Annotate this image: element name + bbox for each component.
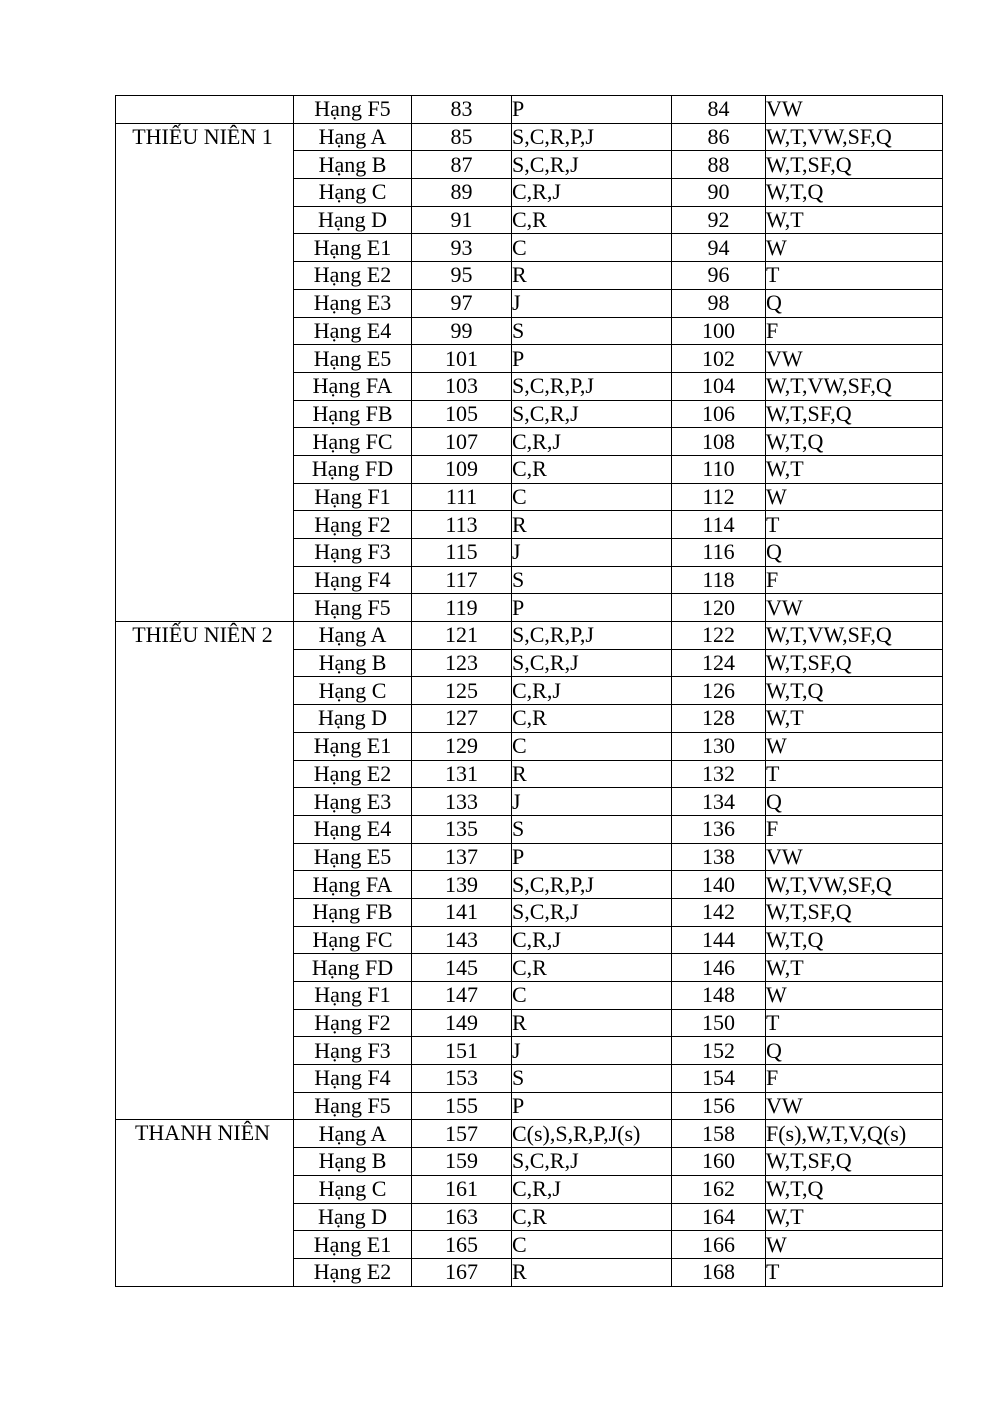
events-cell: P [512, 345, 672, 373]
events-cell: C,R,J [512, 677, 672, 705]
rank-cell: Hạng F4 [294, 566, 412, 594]
rank-cell: Hạng FD [294, 954, 412, 982]
events-cell: W,T [766, 1203, 943, 1231]
events-cell: R [512, 511, 672, 539]
rank-cell: Hạng FA [294, 372, 412, 400]
code-cell: 163 [412, 1203, 512, 1231]
code-cell: 116 [672, 539, 766, 567]
events-cell: C [512, 1231, 672, 1259]
code-cell: 132 [672, 760, 766, 788]
code-cell: 159 [412, 1148, 512, 1176]
code-cell: 113 [412, 511, 512, 539]
ranking-table-body [116, 96, 943, 1287]
events-cell: W,T,SF,Q [766, 649, 943, 677]
code-cell: 92 [672, 206, 766, 234]
events-cell: W,T [766, 206, 943, 234]
events-cell: Q [766, 788, 943, 816]
code-cell: 118 [672, 566, 766, 594]
events-cell: W,T,VW,SF,Q [766, 372, 943, 400]
events-cell: W [766, 234, 943, 262]
events-cell: Q [766, 1037, 943, 1065]
rank-cell: Hạng E4 [294, 317, 412, 345]
rank-cell: Hạng A [294, 123, 412, 151]
events-cell: W [766, 982, 943, 1010]
events-cell: C [512, 483, 672, 511]
events-cell: T [766, 760, 943, 788]
group-cell [116, 622, 294, 1120]
rank-cell: Hạng E3 [294, 788, 412, 816]
events-cell: T [766, 1009, 943, 1037]
rank-cell: Hạng FA [294, 871, 412, 899]
events-cell: C,R [512, 455, 672, 483]
events-cell: T [766, 262, 943, 290]
events-cell: F [766, 317, 943, 345]
events-cell: C [512, 732, 672, 760]
events-cell: W,T,SF,Q [766, 898, 943, 926]
events-cell: S [512, 815, 672, 843]
events-cell: W,T,SF,Q [766, 151, 943, 179]
events-cell: S,C,R,P,J [512, 372, 672, 400]
rank-cell: Hạng E5 [294, 345, 412, 373]
rank-cell: Hạng E2 [294, 1258, 412, 1286]
code-cell: 108 [672, 428, 766, 456]
rank-cell: Hạng A [294, 622, 412, 650]
code-cell: 102 [672, 345, 766, 373]
code-cell: 122 [672, 622, 766, 650]
code-cell: 129 [412, 732, 512, 760]
code-cell: 133 [412, 788, 512, 816]
events-cell: W [766, 483, 943, 511]
code-cell: 117 [412, 566, 512, 594]
events-cell: W,T [766, 705, 943, 733]
code-cell: 136 [672, 815, 766, 843]
table-row [116, 123, 943, 151]
events-cell: R [512, 262, 672, 290]
events-cell: W,T [766, 954, 943, 982]
events-cell: S,C,R,J [512, 1148, 672, 1176]
rank-cell: Hạng D [294, 206, 412, 234]
rank-cell: Hạng F2 [294, 1009, 412, 1037]
code-cell: 111 [412, 483, 512, 511]
code-cell: 83 [412, 96, 512, 124]
events-cell: W,T,Q [766, 428, 943, 456]
code-cell: 147 [412, 982, 512, 1010]
rank-cell: Hạng F3 [294, 539, 412, 567]
code-cell: 89 [412, 179, 512, 207]
code-cell: 148 [672, 982, 766, 1010]
code-cell: 88 [672, 151, 766, 179]
code-cell: 85 [412, 123, 512, 151]
code-cell: 97 [412, 289, 512, 317]
group-cell [116, 123, 294, 621]
events-cell: S [512, 1065, 672, 1093]
rank-cell: Hạng F5 [294, 594, 412, 622]
rank-cell: Hạng FB [294, 898, 412, 926]
events-cell: S [512, 317, 672, 345]
code-cell: 106 [672, 400, 766, 428]
group-label: THIẾU NIÊN 1 [132, 123, 273, 149]
rank-cell: Hạng E3 [294, 289, 412, 317]
events-cell: Q [766, 539, 943, 567]
code-cell: 99 [412, 317, 512, 345]
events-cell: F(s),W,T,V,Q(s) [766, 1120, 943, 1148]
code-cell: 91 [412, 206, 512, 234]
events-cell: W,T,Q [766, 1175, 943, 1203]
code-cell: 119 [412, 594, 512, 622]
code-cell: 167 [412, 1258, 512, 1286]
code-cell: 150 [672, 1009, 766, 1037]
events-cell: C [512, 982, 672, 1010]
rank-cell: Hạng D [294, 705, 412, 733]
events-cell: W,T,VW,SF,Q [766, 871, 943, 899]
rank-cell: Hạng F1 [294, 982, 412, 1010]
events-cell: R [512, 760, 672, 788]
code-cell: 139 [412, 871, 512, 899]
events-cell: S,C,R,P,J [512, 622, 672, 650]
code-cell: 151 [412, 1037, 512, 1065]
rank-cell: Hạng B [294, 649, 412, 677]
events-cell: VW [766, 1092, 943, 1120]
code-cell: 128 [672, 705, 766, 733]
events-cell: C,R [512, 954, 672, 982]
code-cell: 100 [672, 317, 766, 345]
ranking-table [115, 95, 943, 1287]
code-cell: 152 [672, 1037, 766, 1065]
rank-cell: Hạng C [294, 677, 412, 705]
events-cell: S,C,R,J [512, 400, 672, 428]
events-cell: S [512, 566, 672, 594]
code-cell: 125 [412, 677, 512, 705]
code-cell: 131 [412, 760, 512, 788]
rank-cell: Hạng F3 [294, 1037, 412, 1065]
events-cell: C,R [512, 1203, 672, 1231]
events-cell: S,C,R,J [512, 649, 672, 677]
code-cell: 154 [672, 1065, 766, 1093]
rank-cell: Hạng F2 [294, 511, 412, 539]
rank-cell: Hạng E2 [294, 760, 412, 788]
code-cell: 93 [412, 234, 512, 262]
code-cell: 90 [672, 179, 766, 207]
rank-cell: Hạng E1 [294, 732, 412, 760]
rank-cell: Hạng D [294, 1203, 412, 1231]
rank-cell: Hạng A [294, 1120, 412, 1148]
code-cell: 104 [672, 372, 766, 400]
rank-cell: Hạng E1 [294, 234, 412, 262]
code-cell: 96 [672, 262, 766, 290]
events-cell: J [512, 539, 672, 567]
events-cell: S,C,R,J [512, 151, 672, 179]
code-cell: 130 [672, 732, 766, 760]
code-cell: 162 [672, 1175, 766, 1203]
group-cell [116, 1120, 294, 1286]
rank-cell: Hạng B [294, 1148, 412, 1176]
code-cell: 143 [412, 926, 512, 954]
events-cell: J [512, 788, 672, 816]
code-cell: 157 [412, 1120, 512, 1148]
code-cell: 87 [412, 151, 512, 179]
events-cell: P [512, 594, 672, 622]
code-cell: 165 [412, 1231, 512, 1259]
events-cell: W,T [766, 455, 943, 483]
code-cell: 98 [672, 289, 766, 317]
events-cell: W,T,VW,SF,Q [766, 622, 943, 650]
rank-cell: Hạng E1 [294, 1231, 412, 1259]
events-cell: W,T,Q [766, 926, 943, 954]
events-cell: C,R,J [512, 179, 672, 207]
events-cell: P [512, 1092, 672, 1120]
group-cell [116, 96, 294, 124]
code-cell: 145 [412, 954, 512, 982]
events-cell: S,C,R,P,J [512, 871, 672, 899]
events-cell: VW [766, 345, 943, 373]
code-cell: 141 [412, 898, 512, 926]
events-cell: C,R,J [512, 428, 672, 456]
table-row [116, 1120, 943, 1148]
rank-cell: Hạng C [294, 179, 412, 207]
code-cell: 115 [412, 539, 512, 567]
rank-cell: Hạng FD [294, 455, 412, 483]
code-cell: 105 [412, 400, 512, 428]
code-cell: 166 [672, 1231, 766, 1259]
code-cell: 86 [672, 123, 766, 151]
rank-cell: Hạng F1 [294, 483, 412, 511]
group-label: THANH NIÊN [134, 1120, 271, 1146]
events-cell: F [766, 566, 943, 594]
code-cell: 95 [412, 262, 512, 290]
code-cell: 121 [412, 622, 512, 650]
code-cell: 142 [672, 898, 766, 926]
code-cell: 137 [412, 843, 512, 871]
group-label: THIẾU NIÊN 2 [132, 622, 273, 648]
code-cell: 164 [672, 1203, 766, 1231]
code-cell: 127 [412, 705, 512, 733]
code-cell: 158 [672, 1120, 766, 1148]
events-cell: W [766, 732, 943, 760]
code-cell: 146 [672, 954, 766, 982]
events-cell: Q [766, 289, 943, 317]
code-cell: 144 [672, 926, 766, 954]
code-cell: 156 [672, 1092, 766, 1120]
code-cell: 134 [672, 788, 766, 816]
rank-cell: Hạng FC [294, 926, 412, 954]
code-cell: 94 [672, 234, 766, 262]
rank-cell: Hạng B [294, 151, 412, 179]
events-cell: W,T,VW,SF,Q [766, 123, 943, 151]
code-cell: 149 [412, 1009, 512, 1037]
code-cell: 107 [412, 428, 512, 456]
events-cell: J [512, 1037, 672, 1065]
code-cell: 126 [672, 677, 766, 705]
code-cell: 155 [412, 1092, 512, 1120]
events-cell: J [512, 289, 672, 317]
code-cell: 120 [672, 594, 766, 622]
events-cell: VW [766, 594, 943, 622]
events-cell: F [766, 1065, 943, 1093]
rank-cell: Hạng C [294, 1175, 412, 1203]
code-cell: 101 [412, 345, 512, 373]
code-cell: 114 [672, 511, 766, 539]
rank-cell: Hạng FB [294, 400, 412, 428]
events-cell: S,C,R,P,J [512, 123, 672, 151]
code-cell: 112 [672, 483, 766, 511]
code-cell: 135 [412, 815, 512, 843]
events-cell: R [512, 1009, 672, 1037]
rank-cell: Hạng F5 [294, 96, 412, 124]
code-cell: 103 [412, 372, 512, 400]
events-cell: F [766, 815, 943, 843]
events-cell: VW [766, 96, 943, 124]
code-cell: 109 [412, 455, 512, 483]
events-cell: C,R,J [512, 1175, 672, 1203]
events-cell: T [766, 511, 943, 539]
rank-cell: Hạng E2 [294, 262, 412, 290]
events-cell: VW [766, 843, 943, 871]
events-cell: P [512, 96, 672, 124]
table-row [116, 96, 943, 124]
events-cell: C,R [512, 206, 672, 234]
rank-cell: Hạng E5 [294, 843, 412, 871]
code-cell: 153 [412, 1065, 512, 1093]
code-cell: 138 [672, 843, 766, 871]
code-cell: 123 [412, 649, 512, 677]
events-cell: W,T,Q [766, 179, 943, 207]
code-cell: 160 [672, 1148, 766, 1176]
events-cell: P [512, 843, 672, 871]
events-cell: W,T,Q [766, 677, 943, 705]
events-cell: W,T,SF,Q [766, 1148, 943, 1176]
events-cell: C,R [512, 705, 672, 733]
rank-cell: Hạng E4 [294, 815, 412, 843]
events-cell: S,C,R,J [512, 898, 672, 926]
code-cell: 140 [672, 871, 766, 899]
events-cell: W,T,SF,Q [766, 400, 943, 428]
events-cell: C,R,J [512, 926, 672, 954]
code-cell: 168 [672, 1258, 766, 1286]
rank-cell: Hạng F4 [294, 1065, 412, 1093]
code-cell: 161 [412, 1175, 512, 1203]
rank-cell: Hạng FC [294, 428, 412, 456]
events-cell: C(s),S,R,P,J(s) [512, 1120, 672, 1148]
code-cell: 110 [672, 455, 766, 483]
code-cell: 84 [672, 96, 766, 124]
events-cell: R [512, 1258, 672, 1286]
code-cell: 124 [672, 649, 766, 677]
rank-cell: Hạng F5 [294, 1092, 412, 1120]
events-cell: T [766, 1258, 943, 1286]
events-cell: C [512, 234, 672, 262]
events-cell: W [766, 1231, 943, 1259]
table-row [116, 622, 943, 650]
